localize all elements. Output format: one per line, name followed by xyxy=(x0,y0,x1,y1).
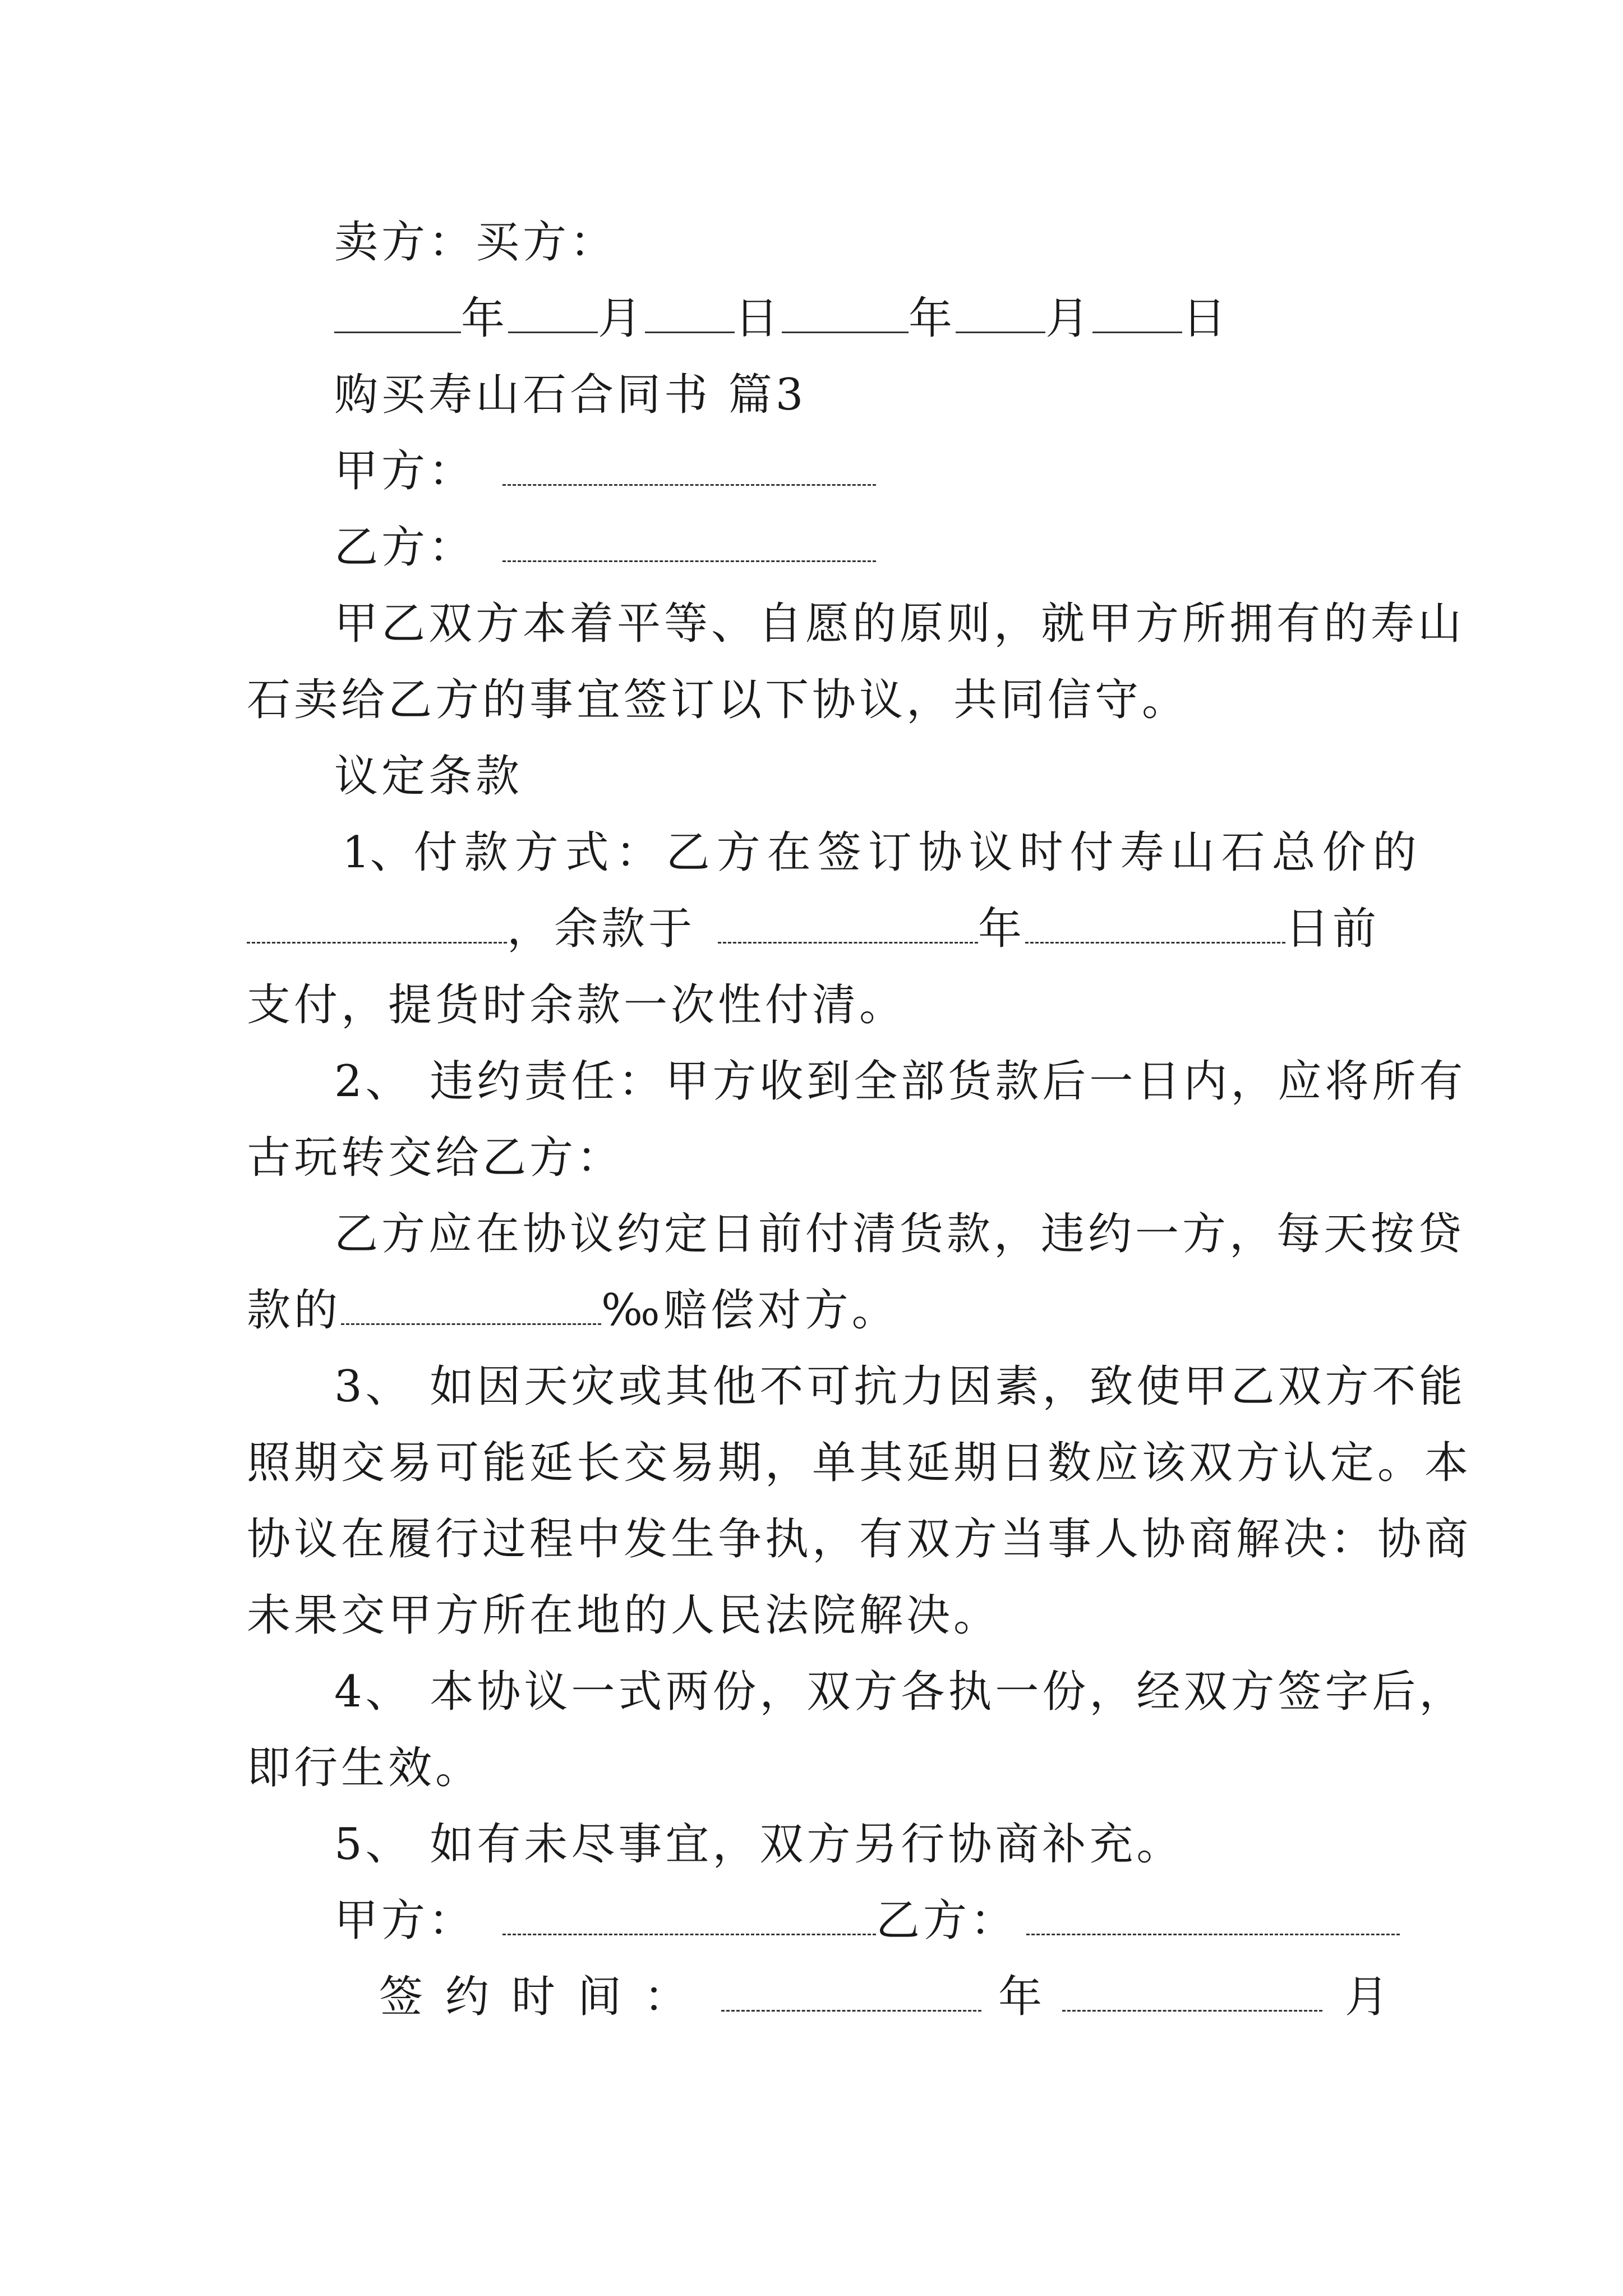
sign-party-b-blank xyxy=(1026,1894,1400,1935)
month-blank-1 xyxy=(508,292,598,333)
sign-party-a-blank xyxy=(502,1894,876,1935)
sign-party-a-label: 甲方： xyxy=(334,1895,476,1946)
month-label-2: 月 xyxy=(1045,293,1093,344)
clause-2b-line-2 xyxy=(247,1282,1385,1338)
clause-2-line-2: 古玩转交给乙方： xyxy=(247,1133,624,1183)
clause-2-line-1: 2、 违约责任：甲方收到全部货款后一日内，应将所有 xyxy=(334,1056,1467,1107)
year-blank-2 xyxy=(782,292,909,333)
clause-4-line-2: 即行生效。 xyxy=(247,1743,483,1793)
party-b-blank xyxy=(502,521,876,562)
clause-1-number: 1、 xyxy=(342,827,414,878)
clause-2b-suffix: ‰赔偿对方。 xyxy=(601,1285,899,1336)
day-label-1: 日 xyxy=(735,293,782,344)
sign-time-year: 年 xyxy=(998,1972,1046,2022)
clause-1-text: 付款方式：乙方在签订协议时付寿山石总价的 xyxy=(413,827,1423,878)
day-blank-2 xyxy=(1092,292,1182,333)
clause-1-ratio-blank xyxy=(247,903,507,944)
party-b-label: 乙方： xyxy=(334,522,476,573)
clause-1-day-blank xyxy=(1025,903,1285,944)
clause-2b-line-1: 乙方应在协议约定日前付清货款，违约一方，每天按贷 xyxy=(334,1209,1465,1259)
clause-3-line-1: 3、 如因天灾或其他不可抗力因素，致使甲乙双方不能 xyxy=(334,1361,1467,1412)
penalty-rate-blank xyxy=(341,1284,601,1325)
clause-5-line-1: 5、 如有未尽事宜，双方另行协商补充。 xyxy=(334,1819,1184,1870)
party-a-label: 甲方： xyxy=(334,446,476,496)
year-blank-1 xyxy=(334,292,461,333)
sign-time-year-blank xyxy=(721,1971,981,2012)
day-blank-1 xyxy=(645,292,735,333)
sign-party-b-label: 乙方： xyxy=(876,1895,1018,1946)
clause-2b-prefix: 款的 xyxy=(247,1285,342,1336)
terms-heading: 议定条款 xyxy=(334,751,523,802)
clause-1-mid-2: 年 xyxy=(978,904,1026,954)
intro-line-1: 甲乙双方本着平等、自愿的原则，就甲方所拥有的寿山 xyxy=(334,599,1465,649)
clause-1-line-2 xyxy=(247,901,1389,957)
party-a-line xyxy=(334,443,1389,499)
section-title: 购买寿山石合同书 篇3 xyxy=(334,370,807,420)
clause-3-line-3: 协议在履行过程中发生争执，有双方当事人协商解决：协商 xyxy=(247,1514,1472,1565)
party-b-line xyxy=(334,519,1389,576)
clause-1-line-3: 支付，提货时余款一次性付清。 xyxy=(247,980,907,1030)
clause-1-year-blank xyxy=(718,903,978,944)
seller-buyer-line: 卖方：买方： xyxy=(334,217,617,268)
year-label-2: 年 xyxy=(909,293,956,344)
sign-time-line xyxy=(379,1969,1393,2025)
clause-1-line-1 xyxy=(342,825,1423,881)
signature-line xyxy=(334,1893,1389,1949)
clause-1-mid-3: 日前 xyxy=(1285,904,1380,954)
clause-1-mid-1: ，余款于 xyxy=(507,904,696,954)
clause-3-line-2: 照期交易可能延长交易期，单其延期日数应该双方认定。本 xyxy=(247,1438,1472,1488)
party-a-blank xyxy=(502,445,876,486)
month-blank-2 xyxy=(956,292,1045,333)
clause-4-line-1: 4、 本协议一式两份，双方各执一份，经双方签字后， xyxy=(334,1667,1467,1717)
sign-time-month-blank xyxy=(1062,1971,1322,2012)
date-line xyxy=(334,291,1389,347)
month-label-1: 月 xyxy=(598,293,645,344)
clause-3-line-4: 未果交甲方所在地的人民法院解决。 xyxy=(247,1590,1001,1641)
day-label-2: 日 xyxy=(1182,293,1230,344)
year-label-1: 年 xyxy=(461,293,509,344)
sign-time-label: 签约时间： xyxy=(379,1972,711,2022)
sign-time-month: 月 xyxy=(1345,1972,1393,2022)
intro-line-2: 石卖给乙方的事宜签订以下协议，共同信守。 xyxy=(247,675,1189,725)
